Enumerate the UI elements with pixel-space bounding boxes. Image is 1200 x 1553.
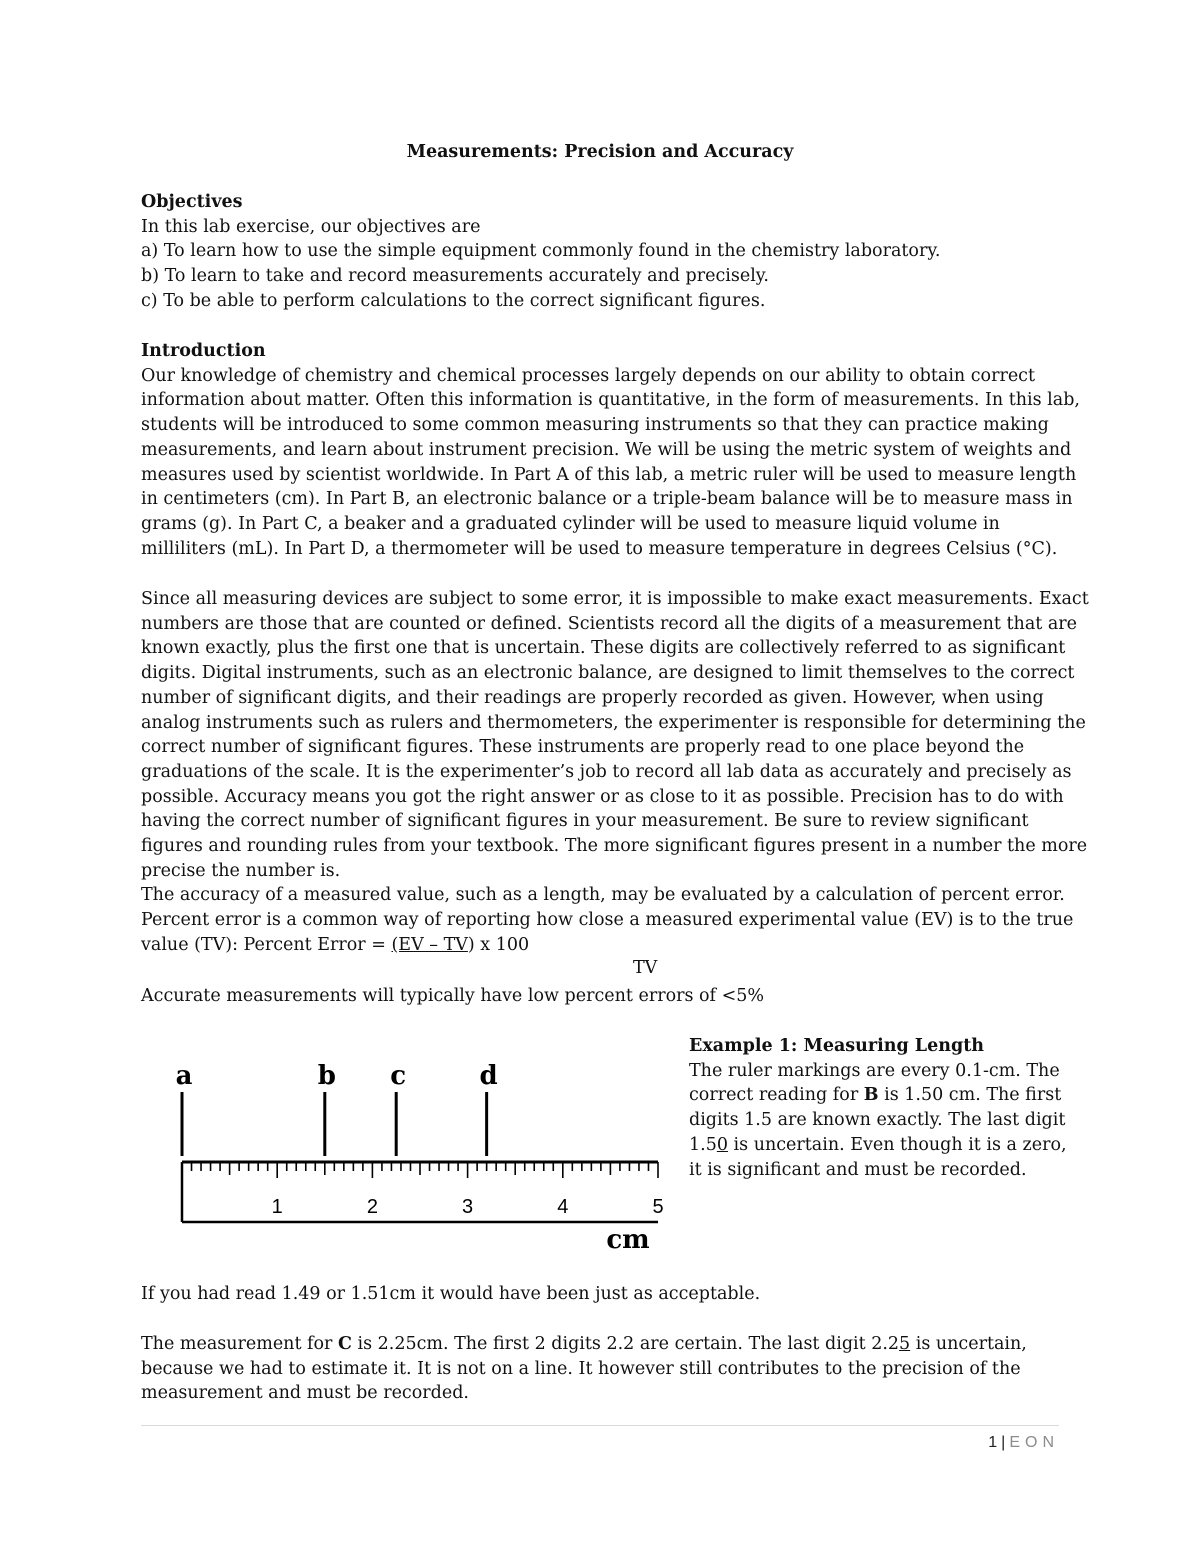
- paragraph-text: is uncertain,: [910, 1334, 1027, 1354]
- footer-divider: [141, 1425, 1059, 1426]
- intro-line: information about matter. Often this information is quantitative, in the form of measurements. In this lab,: [141, 390, 1080, 411]
- example-text: is uncertain. Even though it is a zero,: [727, 1134, 1067, 1155]
- example-heading: Example 1: Measuring Length: [689, 1036, 985, 1056]
- paragraph-line: correct number of significant figures. These instruments are properly read to one place beyond the: [141, 737, 1025, 758]
- example-1-section: [689, 1034, 1069, 1182]
- paragraph-line: [141, 1332, 1061, 1357]
- example-line: digits 1.5 are known exactly. The last digit: [689, 1110, 1066, 1131]
- intro-line: grams (g). In Part C, a beaker and a graduated cylinder will be used to measure liquid volume in: [141, 513, 1000, 534]
- ruler-number: 5: [652, 1196, 664, 1218]
- example-text: 1.5: [689, 1134, 717, 1155]
- ruler-unit-label: cm: [606, 1225, 650, 1255]
- page-number: 1: [988, 1434, 998, 1451]
- objectives-line: a) To learn how to use the simple equipment commonly found in the chemistry laboratory.: [141, 241, 941, 262]
- ruler-number: 2: [366, 1196, 378, 1218]
- acceptable-text: If you had read 1.49 or 1.51cm it would have been just as acceptable.: [141, 1284, 761, 1304]
- page-footer: [988, 1434, 1059, 1452]
- ruler-number: 1: [271, 1196, 283, 1218]
- document-title: Measurements: Precision and Accuracy: [406, 142, 794, 162]
- footer-separator: |: [1001, 1434, 1006, 1451]
- paragraph-line: because we had to estimate it. It is not on a line. It however still contributes to the precision of the: [141, 1358, 1021, 1379]
- formula-suffix: ) x 100: [467, 934, 530, 955]
- paragraph-line: possible. Accuracy means you got the right answer or as close to it as possible. Precision has to do with: [141, 786, 1064, 807]
- measurement-c-paragraph: [141, 1332, 1061, 1406]
- objectives-line: c) To be able to perform calculations to the correct significant figures.: [141, 290, 766, 311]
- example-text: is 1.50 cm. The first: [878, 1085, 1062, 1106]
- marker-label-a: a: [175, 1061, 193, 1091]
- paragraph-line: known exactly, plus the first one that is uncertain. These digits are collectively referred to as significant: [141, 638, 1066, 659]
- intro-line: milliliters (mL). In Part D, a thermometer will be used to measure temperature in degrees Celsius (°C).: [141, 538, 1058, 559]
- paragraph-line: The accuracy of a measured value, such as a length, may be evaluated by a calculation of percent error.: [141, 885, 1065, 906]
- ruler-number: 4: [557, 1196, 569, 1218]
- paragraph-line: measurement and must be recorded.: [141, 1383, 469, 1404]
- paragraph-line: figures and rounding rules from your textbook. The more significant figures present in a number the more: [141, 836, 1088, 857]
- intro-line: in centimeters (cm). In Part B, an electronic balance or a triple-beam balance will be to measure mass in: [141, 489, 1073, 510]
- paragraph-line: having the correct number of significant figures in your measurement. Be sure to review significant: [141, 811, 1029, 832]
- accurate-text: Accurate measurements will typically have low percent errors of <5%: [141, 986, 765, 1006]
- ruler-figure: [168, 1058, 678, 1258]
- paragraph-line: analog instruments such as rulers and thermometers, the experimenter is responsible for determining the: [141, 712, 1086, 733]
- paragraph-line: Since all measuring devices are subject to some error, it is impossible to make exact measurements. Exact: [141, 589, 1089, 609]
- intro-line: Our knowledge of chemistry and chemical processes largely depends on our ability to obtain correct: [141, 365, 1036, 386]
- paragraph-text: is 2.25cm. The first 2 digits 2.2 are certain. The last digit 2.2: [351, 1334, 900, 1354]
- paragraph-line: precise the number is.: [141, 860, 341, 881]
- intro-line: students will be introduced to some common measuring instruments so that they can practice making: [141, 415, 1049, 436]
- introduction-section: [141, 339, 1080, 561]
- objectives-heading: Objectives: [141, 192, 243, 212]
- precision-paragraph: [141, 587, 1089, 958]
- marker-label-b: b: [317, 1061, 336, 1091]
- introduction-heading: Introduction: [141, 341, 266, 361]
- acceptable-reading-line: [141, 1282, 1061, 1307]
- example-text: correct reading for: [689, 1085, 864, 1106]
- ruler-number: 3: [462, 1196, 474, 1218]
- intro-line: measurements, and learn about instrument precision. We will be using the metric system of weights and: [141, 439, 1072, 460]
- objectives-line: b) To learn to take and record measurements accurately and precisely.: [141, 266, 769, 287]
- marker-label-c: c: [390, 1061, 407, 1091]
- paragraph-line: numbers are those that are counted or defined. Scientists record all the digits of a measurement that are: [141, 613, 1078, 634]
- example-line: [689, 1133, 1069, 1158]
- paragraph-line: graduations of the scale. It is the experimenter’s job to record all lab data as accurately and precisely as: [141, 761, 1072, 782]
- objectives-line: In this lab exercise, our objectives are: [141, 216, 481, 237]
- uncertain-digit: 5: [899, 1334, 911, 1354]
- paragraph-line: Percent error is a common way of reporting how close a measured experimental value (EV) is to the true: [141, 910, 1074, 931]
- accurate-measurements-line: [141, 984, 1061, 1009]
- paragraph-line: number of significant digits, and their readings are properly recorded as given. However, when using: [141, 687, 1044, 708]
- example-line: it is significant and must be recorded.: [689, 1159, 1027, 1180]
- example-line: The ruler markings are every 0.1-cm. The: [689, 1060, 1060, 1081]
- example-line: [689, 1083, 1069, 1108]
- footer-org: EON: [1009, 1434, 1059, 1451]
- paragraph-text: The measurement for: [141, 1334, 338, 1354]
- marker-c: C: [337, 1334, 352, 1354]
- uncertain-digit: 0: [716, 1134, 728, 1155]
- intro-line: measures used by scientist worldwide. In Part A of this lab, a metric ruler will be used to measure length: [141, 464, 1077, 485]
- paragraph-line: digits. Digital instruments, such as an electronic balance, are designed to limit themselves to the correct: [141, 663, 1075, 684]
- example-marker-b: B: [863, 1085, 879, 1106]
- percent-error-formula: [141, 933, 1061, 958]
- marker-label-d: d: [479, 1061, 498, 1091]
- formula-prefix: value (TV): Percent Error =: [141, 934, 392, 955]
- objectives-section: [141, 190, 1061, 314]
- formula-denominator: TV: [633, 958, 658, 978]
- formula-numerator: (EV – TV: [391, 934, 468, 955]
